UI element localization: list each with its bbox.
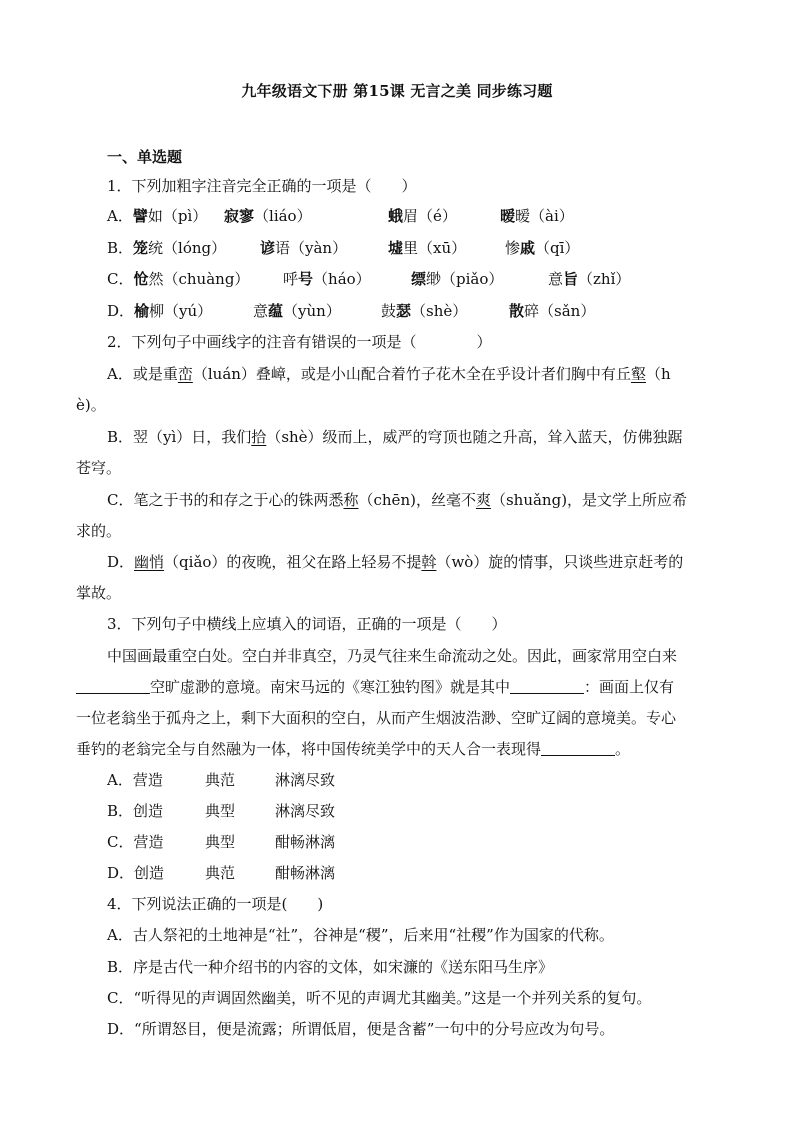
q3-stem: 3．下列句子中横线上应填入的词语，正确的一项是（ ）	[107, 615, 507, 633]
q1-option-b: B．笼统（lóng） 谚语（yàn） 墟里（xū） 惨戚（qī）	[107, 239, 580, 257]
q1-option-a: A．譬如（pì） 寂寥（liáo） 蛾眉（é） 暧暧（ài）	[107, 207, 574, 225]
q4-option-b: B．序是古代一种介绍书的内容的文体，如宋濂的《送东阳马生序》	[107, 958, 554, 976]
fill-blank-1[interactable]	[76, 679, 150, 694]
q2-option-a: A．或是重峦（luán）叠嶂，或是小山配合着竹子花木全在乎设计者们胸中有丘壑（h	[107, 365, 671, 383]
q3-option-d: D．创造 典范 酣畅淋漓	[107, 864, 336, 882]
fill-blank-2[interactable]	[510, 679, 584, 694]
q2-stem: 2．下列句子中画线字的注音有错误的一项是（ ）	[107, 333, 492, 351]
q2-option-b-cont: 苍穹。	[76, 459, 122, 477]
fill-blank-3[interactable]	[541, 741, 615, 756]
q3-passage-line-2: 空旷虚渺的意境。南宋马远的《寒江独钓图》就是其中 ：画面上仅有	[76, 677, 674, 697]
q2-option-d-cont: 掌故。	[76, 584, 122, 602]
q3-passage-line-3: 一位老翁坐于孤舟之上，剩下大面积的空白，从而产生烟波浩渺、空旷辽阔的意境美。专心	[76, 709, 677, 727]
q2-option-b: B．翌（yì）日，我们拾（shè）级而上，威严的穹顶也随之升高，耸入蓝天，仿佛独踞	[107, 428, 683, 446]
q4-stem: 4．下列说法正确的一项是( )	[107, 895, 324, 913]
q4-option-a: A．古人祭祀的土地神是“社”，谷神是“稷”，后来用“社稷”作为国家的代称。	[107, 926, 614, 944]
q2-option-d: D．幽悄（qiǎo）的夜晚，祖父在路上轻易不提斡（wò）旋的情事，只谈些进京赶考的	[107, 553, 684, 571]
q3-passage-line-1: 中国画最重空白处。空白并非真空，乃灵气往来生命流动之处。因此，画家常用空白来	[107, 647, 678, 665]
section-heading: 一、单选题	[107, 148, 183, 166]
q2-option-c: C．笔之于书的和存之于心的铢两悉称（chēn)，丝毫不爽（shuǎng)，是文学上所应希	[107, 491, 688, 509]
q2-option-a-cont: è)。	[76, 396, 106, 414]
q3-option-c: C．营造 典型 酣畅淋漓	[107, 833, 336, 851]
q1-option-d: D．榆柳（yú） 意蕴（yùn） 鼓瑟（shè） 散碎（sǎn）	[107, 302, 596, 320]
q1-option-c: C．怆然（chuàng） 呼号（háo） 缥缈（piǎo） 意旨（zhǐ）	[107, 270, 631, 288]
q2-option-c-cont: 求的。	[76, 522, 122, 540]
q3-option-a: A．营造 典范 淋漓尽致	[107, 771, 336, 789]
page-title: 九年级语文下册 第15课 无言之美 同步练习题	[241, 82, 553, 100]
q4-option-c: C．“听得见的声调固然幽美，听不见的声调尤其幽美。”这是一个并列关系的复句。	[107, 989, 652, 1007]
q3-passage-line-4: 垂钓的老翁完全与自然融为一体，将中国传统美学中的天人合一表现得 。	[76, 740, 631, 758]
q3-option-b: B．创造 典型 淋漓尽致	[107, 802, 336, 820]
q4-option-d: D．“所谓怒目，便是流露；所谓低眉，便是含蓄”一句中的分号应改为句号。	[107, 1020, 615, 1038]
q1-stem: 1．下列加粗字注音完全正确的一项是（ ）	[107, 177, 417, 195]
